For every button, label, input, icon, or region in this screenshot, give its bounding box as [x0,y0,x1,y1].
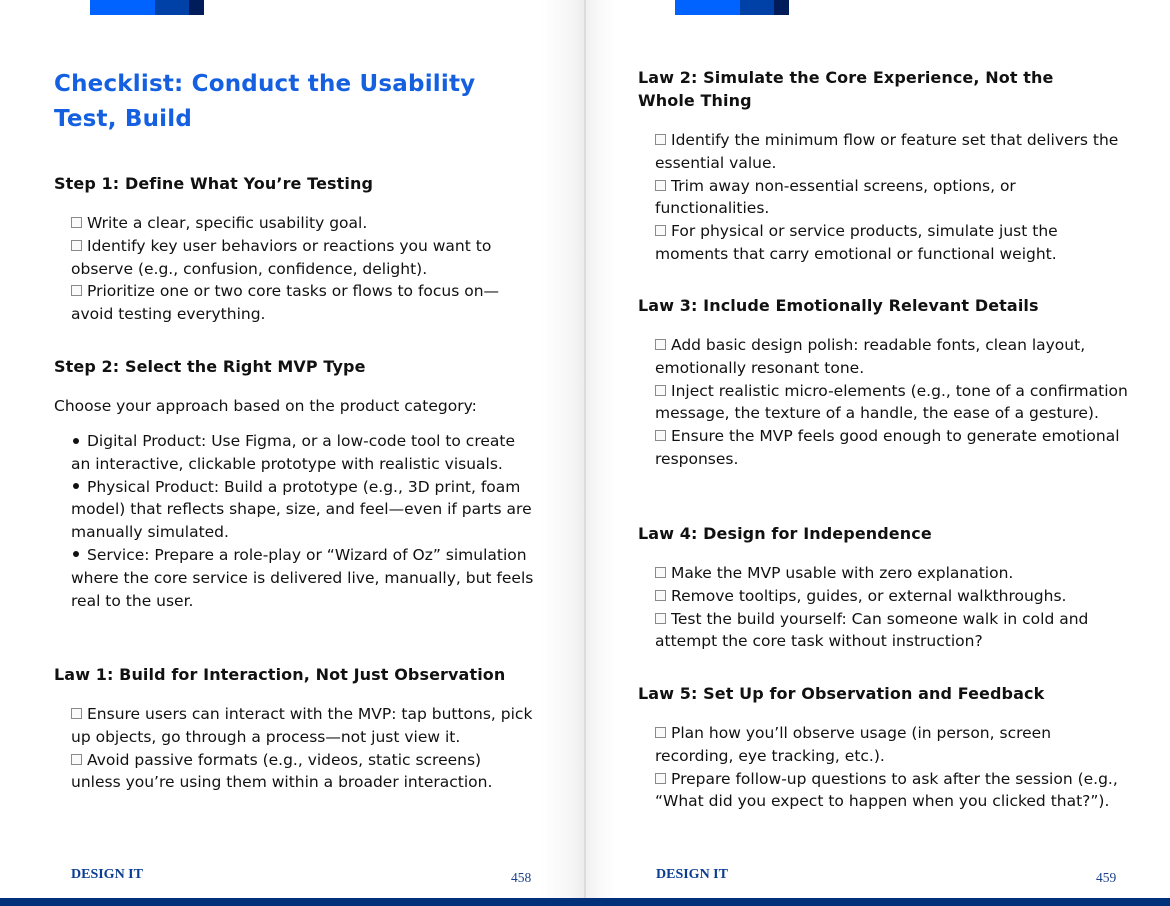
checkbox-icon[interactable] [71,217,82,228]
bullet-item: Physical Product: Build a prototype (e.g., 3D print, foam model) that reflects shape, size, and feel—even if parts are manually simulated. [71,477,532,542]
checklist-law-1 [54,703,534,794]
checkbox-icon[interactable] [655,567,666,578]
section-heading-step-1: Step 1: Define What You’re Testing [54,174,374,193]
checklist-item: Ensure the MVP feels good enough to generate emotional responses. [655,427,1120,468]
checklist-item: Prioritize one or two core tasks or flows to focus on—avoid testing everything. [71,282,500,324]
checkbox-icon[interactable] [71,708,82,719]
bullet-icon [73,551,79,557]
checkbox-icon[interactable] [655,339,666,350]
checklist-step-1 [54,212,534,326]
checklist-law-2 [638,129,1128,266]
checklist-law-5 [638,722,1128,813]
checklist-item: Prepare follow-up questions to ask after the session (e.g., “What did you expect to happen when you clicked that?”). [655,769,1118,811]
bottom-color-bar [0,898,1170,906]
checklist-item: Identify key user behaviors or reactions you want to observe (e.g., confusion, confidence, delight). [71,236,492,278]
bullet-icon [73,438,79,444]
left-page [0,0,585,898]
section-intro-text: Choose your approach based on the product category: [54,397,477,415]
section-heading-law-2: Law 2: Simulate the Core Experience, Not the Whole Thing [638,68,1054,110]
checkbox-icon[interactable] [655,134,666,145]
checklist-item: Trim away non-essential screens, options, or functionalities. [655,176,1016,218]
checklist-law-4 [638,562,1128,653]
checklist-item: Plan how you’ll observe usage (in person, screen recording, eye tracking, etc.). [655,724,1052,765]
book-spine-shadow-left [540,0,585,898]
checkbox-icon[interactable] [71,285,82,296]
header-block-dark [189,0,204,15]
checklist-item: Make the MVP usable with zero explanation. [655,562,1128,585]
bullet-item: Digital Product: Use Figma, or a low-code tool to create an interactive, clickable prototype with realistic visuals. [71,432,516,473]
book-spine-shadow-right [586,0,616,898]
footer-book-title: DESIGN IT [656,867,728,882]
checklist-item: Avoid passive formats (e.g., videos, static screens) unless you’re using them within a broader interaction. [71,750,493,792]
checklist-item: Identify the minimum flow or feature set that delivers the essential value. [655,131,1119,172]
checklist-item: Ensure users can interact with the MVP: tap buttons, pick up objects, go through a process—not just view it. [71,705,533,746]
right-page [585,0,1170,898]
page-title: Checklist: Conduct the Usability Test, Build [54,71,476,132]
bullet-list-mvp-types [54,430,534,612]
bullet-item: Service: Prepare a role-play or “Wizard of Oz” simulation where the core service is delivered live, manually, but feels real to the user. [71,545,534,610]
checkbox-icon[interactable] [655,613,666,624]
header-block-dark [774,0,789,15]
checklist-law-3 [638,334,1128,471]
footer-book-title: DESIGN IT [71,867,143,882]
checklist-item: Write a clear, specific usability goal. [71,212,534,235]
checkbox-icon[interactable] [655,385,666,396]
footer-page-number: 459 [1096,870,1117,885]
bullet-icon [73,483,79,489]
checklist-item: Remove tooltips, guides, or external walkthroughs. [655,585,1128,608]
header-color-blocks [90,0,204,15]
checklist-item: For physical or service products, simulate just the moments that carry emotional or functional weight. [655,222,1058,263]
section-heading-step-2: Step 2: Select the Right MVP Type [54,357,366,376]
checkbox-icon[interactable] [655,225,666,236]
section-heading-law-1: Law 1: Build for Interaction, Not Just Observation [54,665,506,684]
header-block-bright [675,0,740,15]
header-block-mid [740,0,774,15]
checkbox-icon[interactable] [655,590,666,601]
checkbox-icon[interactable] [71,240,82,251]
header-color-blocks [675,0,789,15]
checkbox-icon[interactable] [655,727,666,738]
section-heading-law-5: Law 5: Set Up for Observation and Feedback [638,684,1045,703]
section-heading-law-3: Law 3: Include Emotionally Relevant Details [638,296,1039,315]
header-block-bright [90,0,155,15]
section-heading-law-4: Law 4: Design for Independence [638,524,932,543]
footer-page-number: 458 [511,870,532,885]
checklist-item: Test the build yourself: Can someone walk in cold and attempt the core task without instruction? [655,609,1089,651]
checklist-item: Inject realistic micro-elements (e.g., tone of a confirmation message, the texture of a handle, the ease of a gesture). [655,381,1128,423]
checkbox-icon[interactable] [655,180,666,191]
header-block-mid [155,0,189,15]
checkbox-icon[interactable] [655,773,666,784]
checkbox-icon[interactable] [71,754,82,765]
checklist-item: Add basic design polish: readable fonts, clean layout, emotionally resonant tone. [655,336,1086,377]
checkbox-icon[interactable] [655,430,666,441]
